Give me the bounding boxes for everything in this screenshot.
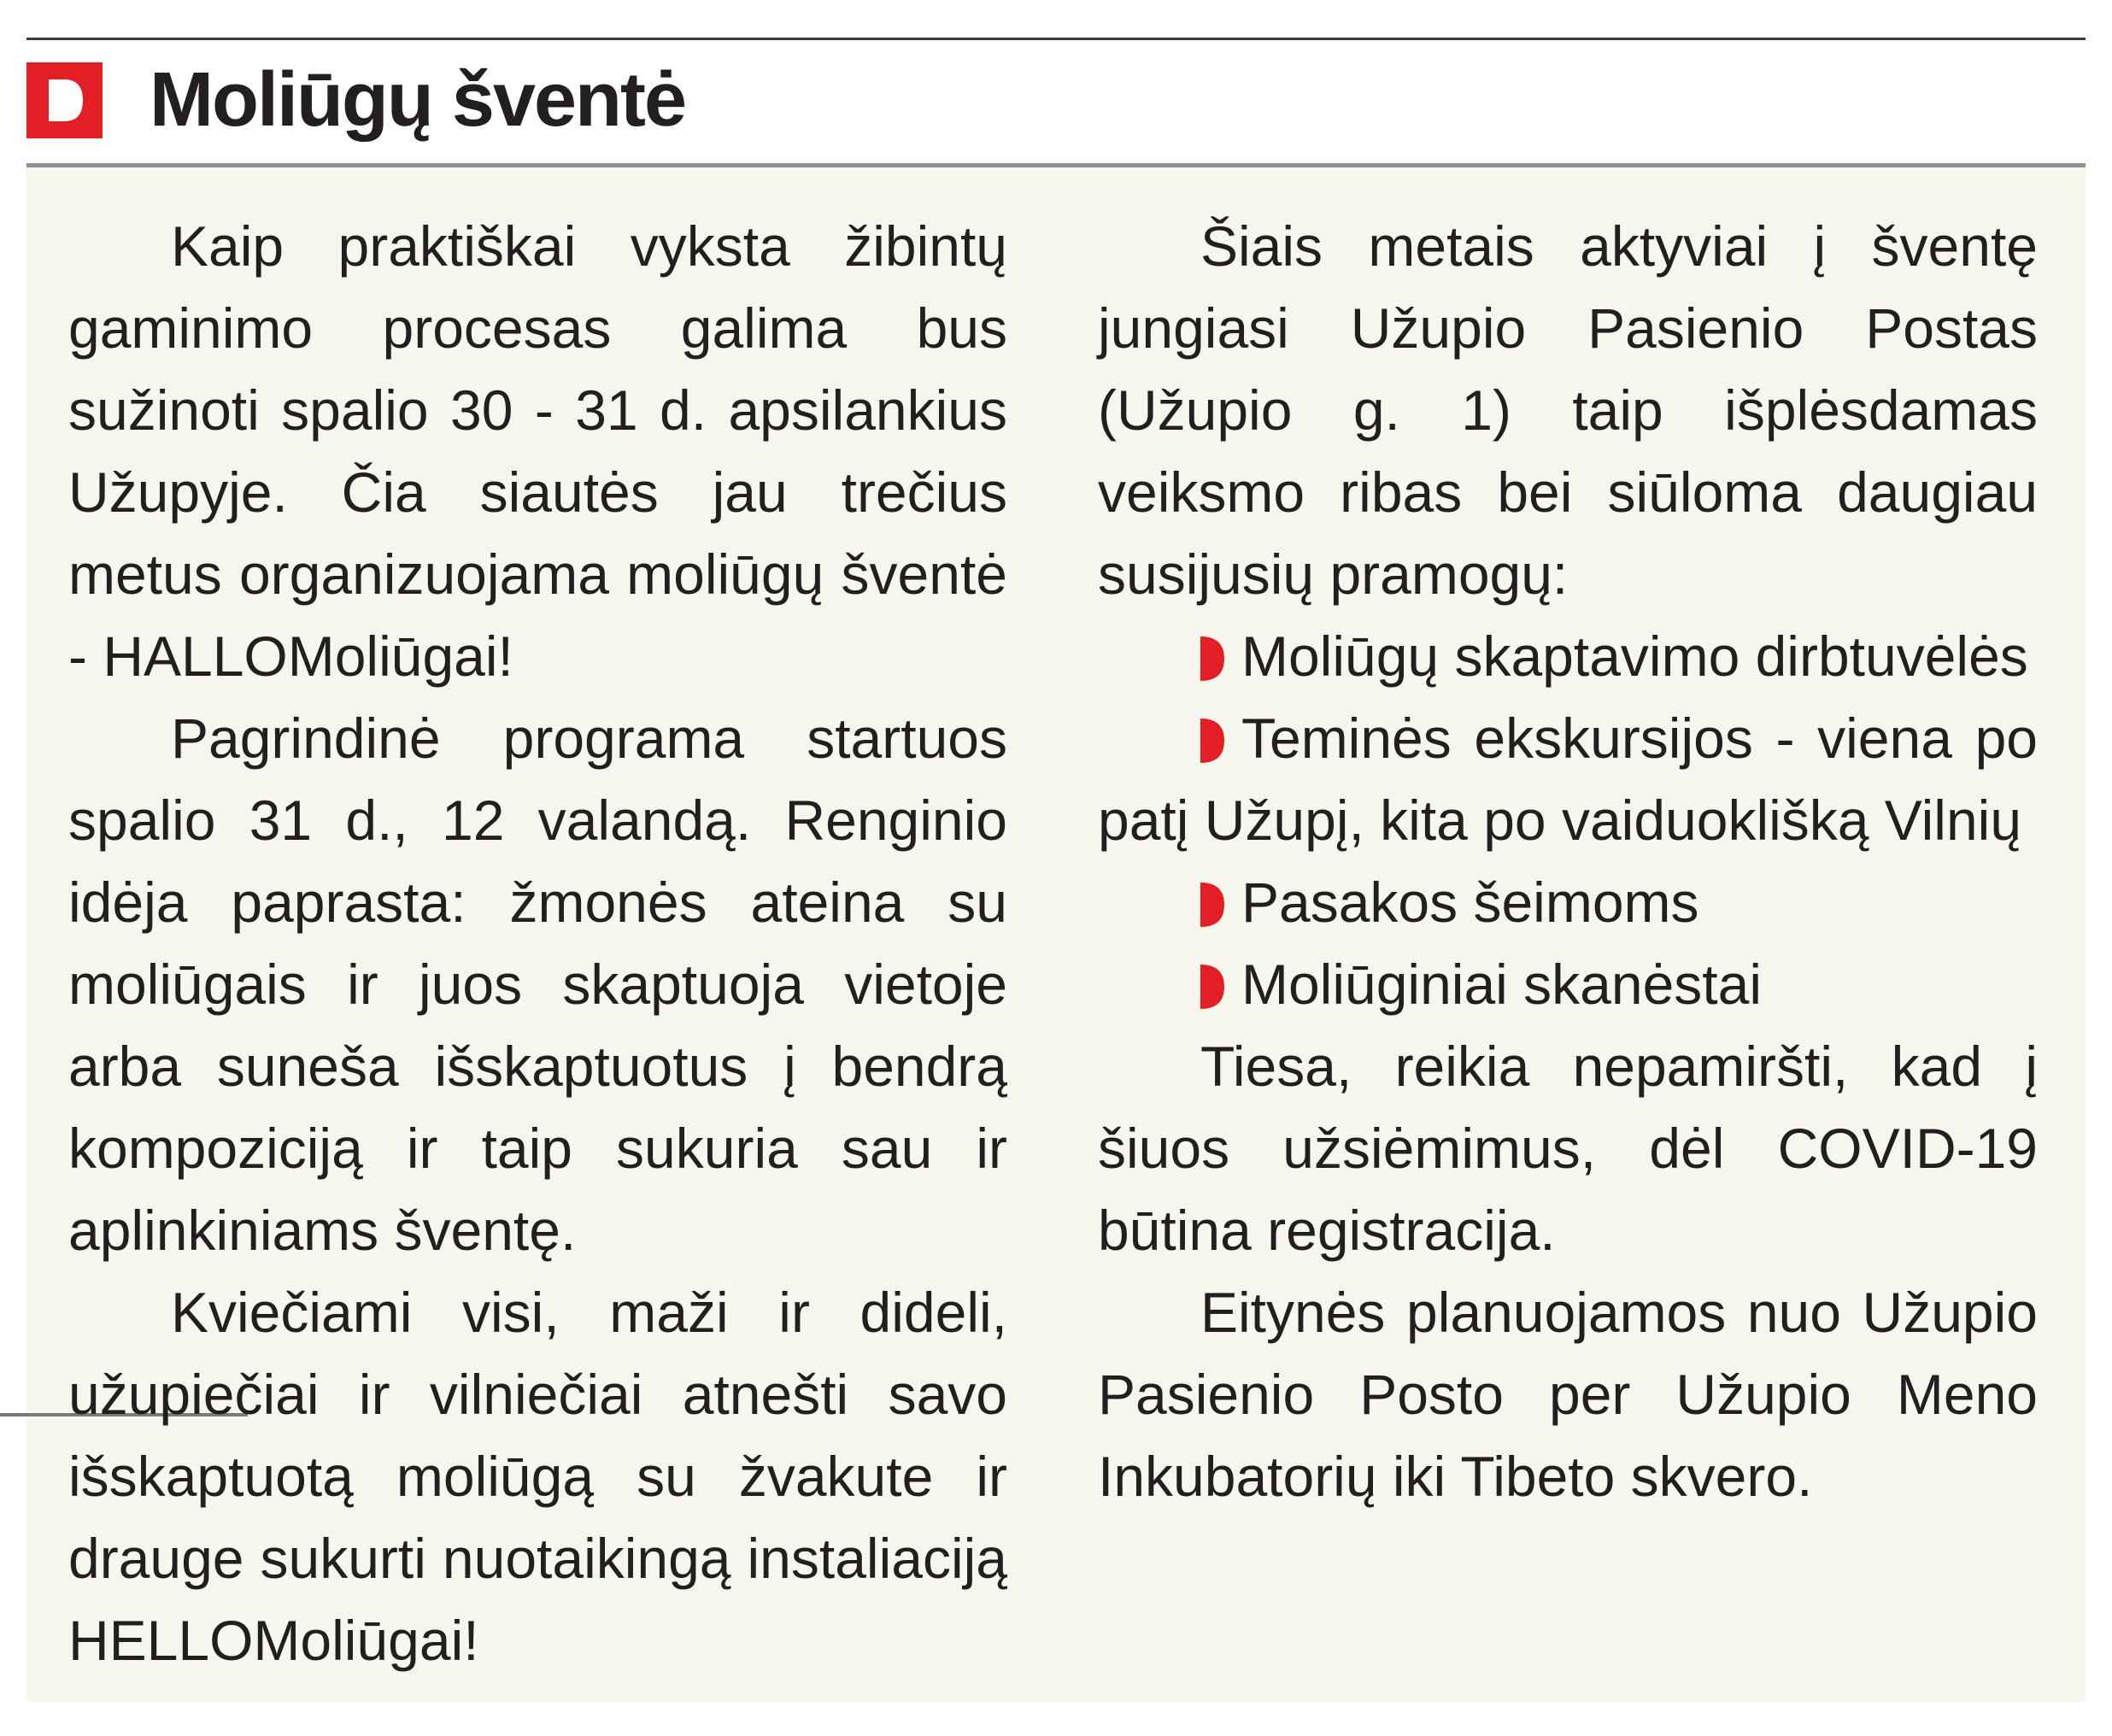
- intro-paragraph: Šiais metais aktyviai į šventę jungiasi Užupio Pasienio Postas (Užupio g. 1) taip išplėsdamas veiksmo ribas bei siūloma daugiau susijusių pramogų:: [1098, 214, 2038, 606]
- bullet-text: Pasakos šeimoms: [1241, 871, 1699, 934]
- note-paragraph: Tiesa, reikia nepamiršti, kad į šiuos užsiėmimus, dėl COVID-19 būtina registracija.: [1098, 1035, 2038, 1262]
- bullet-item: [1098, 861, 2038, 943]
- paragraph-3: Kviečiami visi, maži ir dideli, užupiečiai ir vilniečiai atnešti savo išskaptuotą moliūgą su žvakute ir drauge sukurti nuotaikingą instaliaciją HELLOMoliūgai!: [68, 1281, 1007, 1672]
- bullet-item: [1098, 943, 2038, 1025]
- article-header: [26, 40, 2086, 163]
- red-half-circle-bullet-icon: [1200, 883, 1224, 927]
- left-column: [68, 205, 1007, 1681]
- article-title: Moliūgų šventė: [150, 57, 686, 143]
- bullet-text: Moliūginiai skanėstai: [1241, 953, 1762, 1016]
- bullet-item: [1098, 615, 2038, 697]
- bullet-text: Teminės ekskursijos - viena po patį Užupį, kita po vaiduoklišką Vilnių: [1098, 707, 2038, 852]
- right-column: [1098, 205, 2038, 1517]
- paragraph-1: Kaip praktiškai vyksta žibintų gaminimo procesas galima bus sužinoti spalio 30 - 31 d. apsilankius Užupyje. Čia siautės jau trečius metus organizuojama moliūgų šventė - HALLOMoliūgai!: [68, 214, 1007, 688]
- red-half-circle-bullet-icon: [1200, 965, 1224, 1009]
- paragraph-2: Pagrindinė programa startuos spalio 31 d., 12 valandą. Renginio idėja paprasta: žmonės ateina su moliūgais ir juos skaptuoja vietoje arba suneša išskaptuotus į bendrą kompoziciją ir taip sukuria sau ir aplinkiniams šventę.: [68, 707, 1007, 1262]
- section-d-icon: [26, 62, 103, 138]
- bullet-item: [1098, 697, 2038, 861]
- bullet-text: Moliūgų skaptavimo dirbtuvėlės: [1241, 625, 2028, 688]
- red-half-circle-bullet-icon: [1200, 636, 1224, 681]
- closing-paragraph: Eitynės planuojamos nuo Užupio Pasienio Posto per Užupio Meno Inkubatorių iki Tibeto skvero.: [1098, 1281, 2038, 1508]
- red-half-circle-bullet-icon: [1200, 718, 1224, 763]
